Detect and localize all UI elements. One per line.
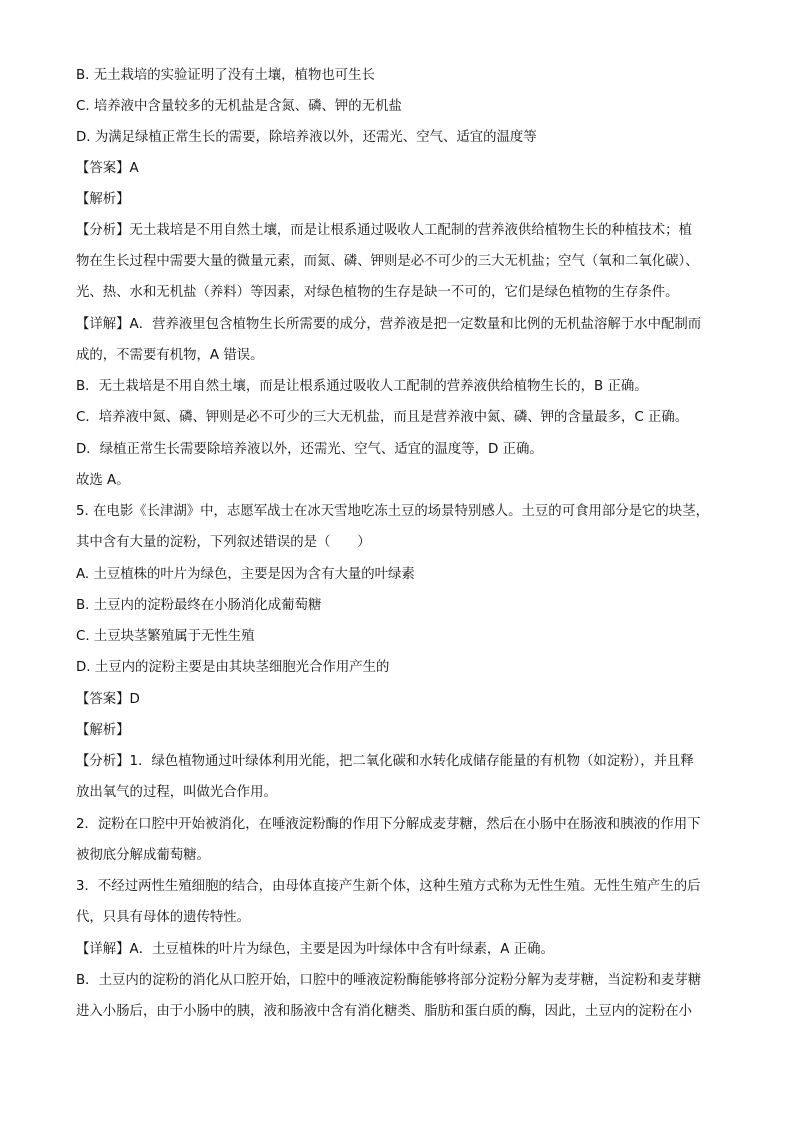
text-line: C．培养液中氮、磷、钾则是必不可少的三大无机盐，而且是营养液中氮、磷、钾的含量最多，C 正确。 — [76, 410, 689, 425]
text-line: 被彻底分解成葡萄糖。 — [76, 848, 210, 863]
option-d-line: D. 为满足绿植正常生长的需要，除培养液以外，还需光、空气、适宜的温度等 — [76, 130, 537, 145]
text-line: 放出氧气的过程，叫做光合作用。 — [76, 785, 277, 800]
option-b-line: B. 土豆内的淀粉最终在小肠消化成葡萄糖 — [76, 598, 322, 613]
option-c-line: C. 培养液中含量较多的无机盐是含氮、磷、钾的无机盐 — [76, 99, 402, 114]
text-line: B．土豆内的淀粉的消化从口腔开始，口腔中的唾液淀粉酶能够将部分淀粉分解为麦芽糖，当淀粉和麦芽糖 — [76, 973, 702, 988]
answer-line: 【答案】D — [76, 692, 140, 707]
text-line: 物在生长过程中需要大量的微量元素，而氮、磷、钾则是必不可少的三大无机盐；空气（氧和二氧化碳）、 — [76, 254, 699, 269]
analysis-heading: 【解析】 — [76, 723, 130, 738]
analysis-heading: 【解析】 — [76, 192, 130, 207]
text-line: 【详解】A．营养液里包含植物生长所需要的成分，营养液是把一定数量和比例的无机盐溶解于水中配制而 — [76, 317, 702, 332]
option-b-line: B. 无土栽培的实验证明了没有土壤，植物也可生长 — [76, 68, 375, 83]
text-line: 【详解】A．土豆植株的叶片为绿色，主要是因为叶绿体中含有叶绿素，A 正确。 — [76, 942, 554, 957]
text-line: 光、热、水和无机盐（养料）等因素，对绿色植物的生存是缺一不可的，它们是绿色植物的生存条件。 — [76, 285, 679, 300]
text-line: 故选 A。 — [76, 473, 130, 488]
text-line: 3．不经过两性生殖细胞的结合，由母体直接产生新个体，这种生殖方式称为无性生殖。无性生殖产生的后 — [76, 879, 701, 894]
option-a-line: A. 土豆植株的叶片为绿色，主要是因为含有大量的叶绿素 — [76, 567, 415, 582]
text-line: B．无土栽培是不用自然土壤，而是让根系通过吸收人工配制的营养液供给植物生长的，B 正确。 — [76, 379, 648, 394]
text-line: 【分析】1．绿色植物通过叶绿体利用光能，把二氧化碳和水转化成储存能量的有机物（如淀粉），并且释 — [76, 754, 694, 769]
text-line: 2．淀粉在口腔中开始被消化，在唾液淀粉酶的作用下分解成麦芽糖，然后在小肠中在肠液和胰液的作用下 — [76, 817, 701, 832]
option-d-line: D. 土豆内的淀粉主要是由其块茎细胞光合作用产生的 — [76, 660, 390, 675]
text-line: D．绿植正常生长需要除培养液以外，还需光、空气、适宜的温度等，D 正确。 — [76, 442, 543, 457]
option-c-line: C. 土豆块茎繁殖属于无性生殖 — [76, 629, 255, 644]
text-line: 代，只具有母体的遗传特性。 — [76, 910, 251, 925]
question-5-line: 5. 在电影《长津湖》中，志愿军战士在冰天雪地吃冻土豆的场景特别感人。土豆的可食用部分是它的块茎， — [76, 504, 709, 519]
text-line: 进入小肠后，由于小肠中的胰，液和肠液中含有消化糖类、脂肪和蛋白质的酶，因此，土豆内的淀粉在小 — [76, 1004, 692, 1019]
text-line: 成的，不需要有机物，A 错误。 — [76, 348, 264, 363]
text-line: 【分析】无土栽培是不用自然土壤，而是让根系通过吸收人工配制的营养液供给植物生长的种植技术；植 — [76, 223, 692, 238]
question-5-line: 其中含有大量的淀粉，下列叙述错误的是（ ） — [76, 535, 371, 550]
answer-line: 【答案】A — [76, 161, 139, 176]
